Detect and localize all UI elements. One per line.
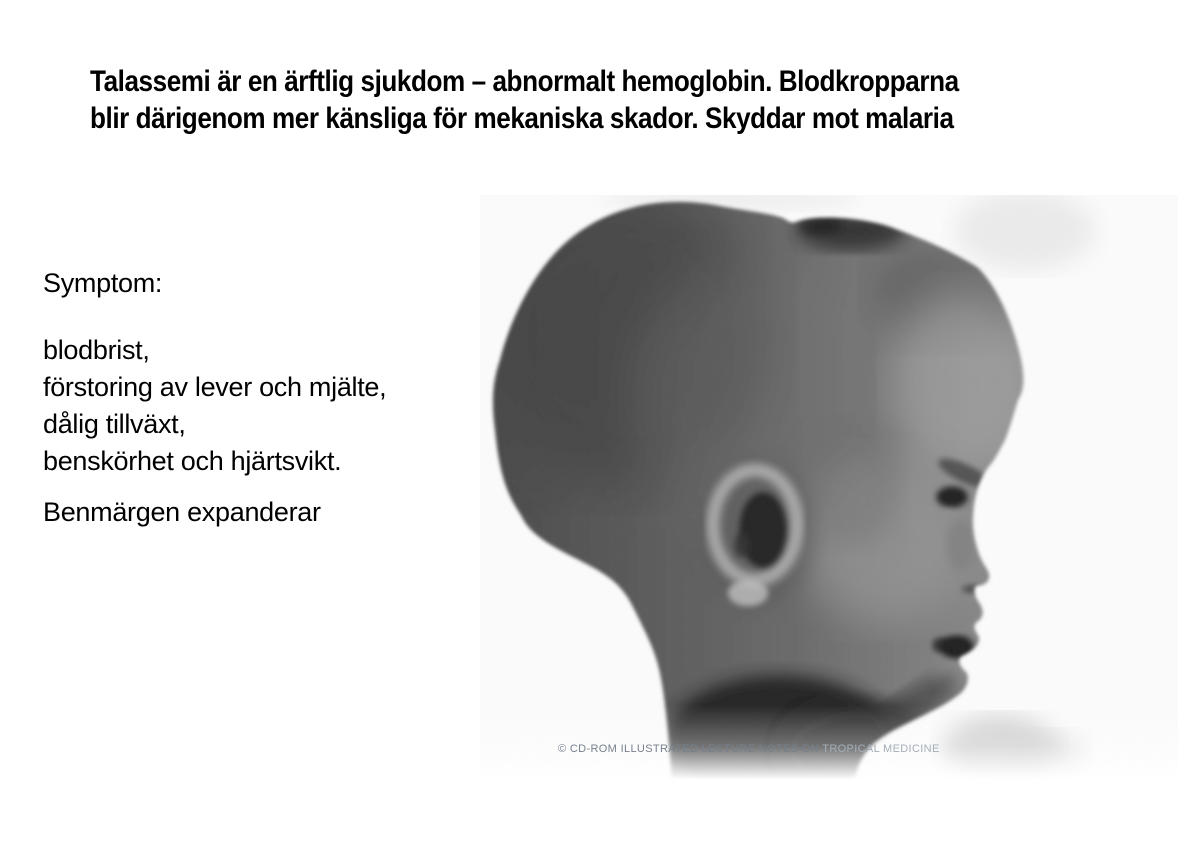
symptoms-heading: Symptom:	[43, 268, 163, 298]
note-line: Benmärgen expanderar	[43, 497, 321, 527]
slide-title-line-2: blir därigenom mer känsliga för mekaniska skador. Skyddar mot malaria	[90, 102, 954, 135]
photo-caption-highlight: TROPICAL MEDICINE	[822, 743, 940, 755]
photo-caption	[558, 743, 940, 756]
photo-caption-copyright: © CD-ROM ILLUSTRATED LECTURE NOTES ON	[558, 743, 823, 755]
patient-photo	[480, 195, 1178, 780]
symptom-line: benskörhet och hjärtsvikt.	[43, 446, 342, 476]
symptom-line: dålig tillväxt,	[43, 409, 186, 439]
symptom-line: förstoring av lever och mjälte,	[43, 372, 387, 402]
slide-title-line-1: Talassemi är en ärftlig sjukdom – abnormalt hemoglobin. Blodkropparna	[90, 65, 959, 98]
symptom-line: blodbrist,	[43, 335, 150, 365]
slide-title	[90, 63, 1047, 137]
patient-photo-illustration	[480, 195, 1178, 780]
symptom-column	[43, 265, 463, 531]
symptom-list	[43, 332, 463, 480]
